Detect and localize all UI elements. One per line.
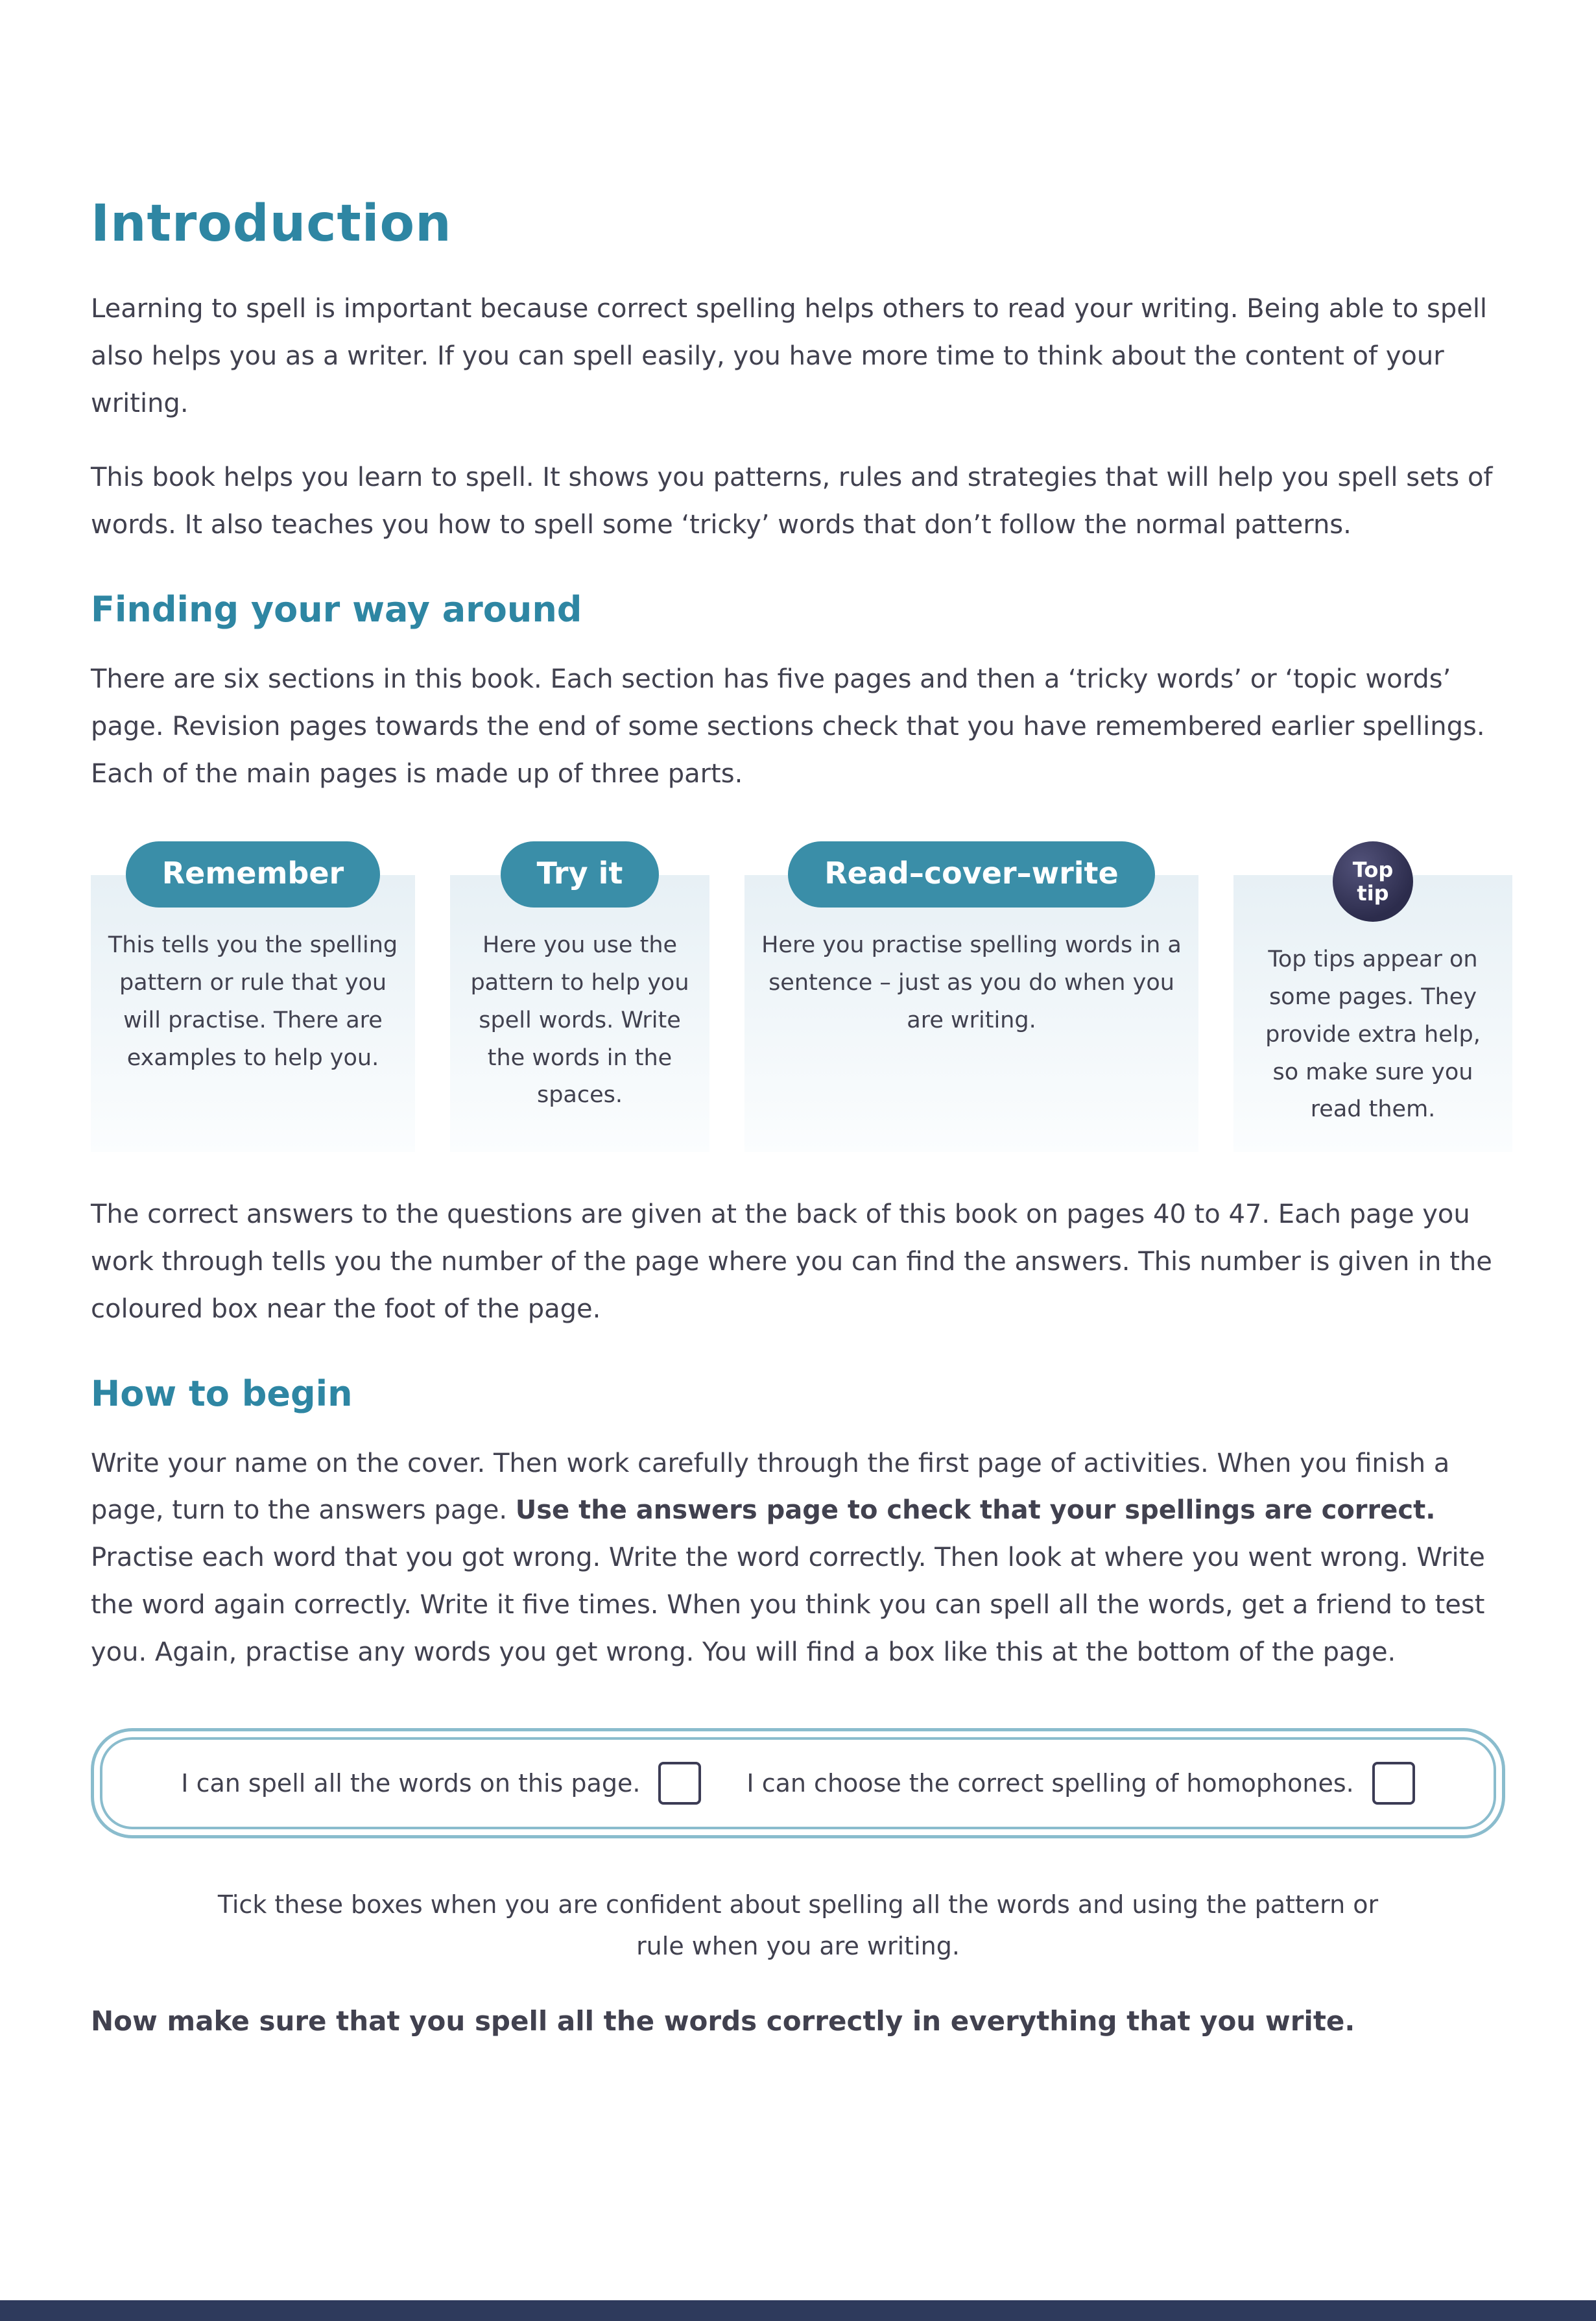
page-title: Introduction [91,195,452,253]
heading-how-to-begin: How to begin [91,1373,353,1414]
try-it-description: Here you use the pattern to help you spell words. Write the words in the spaces. [470,932,689,1109]
final-bold-note: Now make sure that you spell all the words correctly in everything that you write. [91,2004,1355,2037]
self-check-box-inner [100,1737,1496,1829]
feature-top-tip [1233,857,1512,1152]
spell-words-checkbox[interactable] [658,1762,701,1805]
heading-finding-your-way-around: Finding your way around [91,588,582,630]
self-check-box [91,1728,1505,1838]
finding-paragraph: There are six sections in this book. Each section has five pages and then a ‘tricky words’ or ‘topic words’ page. Revision pages towards the end of some sections check that you have remembered earlier spellings. Each of the main pages is made up of three parts. [91,664,1485,789]
how-to-begin-paragraph [91,1440,1505,1676]
feature-columns [91,856,1505,1152]
feature-read-cover-write [744,856,1198,1152]
remember-pill-wrap [108,841,398,908]
how-to-begin-bold-text: Use the answers page to check that your spellings are correct. [515,1495,1436,1526]
feature-remember [91,856,415,1152]
homophones-checkbox[interactable] [1372,1762,1415,1805]
top-tip-badge-icon [1333,841,1413,922]
top-tip-badge-label: Top tip [1352,857,1394,906]
how-to-begin-text-2: Practise each word that you got wrong. Write the word correctly. Then look at where you went wrong. Write the word again correctly. Write it five times. When you think you can spell all the words, get a friend to test you. Again, practise any words you get wrong. You will find a box like this at the bottom of the page. [91,1543,1485,1667]
read-cover-write-pill-wrap [761,841,1182,908]
top-tip-description: Top tips appear on some pages. They provide extra help, so make sure you read them. [1265,946,1481,1123]
try-it-pill-wrap [467,841,693,908]
feature-try-it [450,856,709,1152]
how-to-begin-text-1: Write your name on the cover. Then work carefully through the first page of activities. When you finish a page, turn to the answers page. [91,1448,1450,1526]
intro-paragraph-1: Learning to spell is important because correct spelling helps others to read your writing. Being able to spell also helps you as a writer. If you can spell easily, you have more time to think about the content of your writing. [91,294,1488,418]
check-item-homophones-label: I can choose the correct spelling of homophones. [746,1768,1354,1798]
page-footer-bar [0,2300,1596,2321]
read-cover-write-description: Here you practise spelling words in a sentence – just as you do when you are writing. [761,932,1182,1033]
try-it-badge: Try it [501,841,660,908]
check-item-spell-words-label: I can spell all the words on this page. [181,1768,641,1798]
check-item-spell-words [181,1762,701,1805]
check-item-homophones [746,1762,1414,1805]
tick-boxes-note: Tick these boxes when you are confident about spelling all the words and using the pattern or rule when you are writing. [217,1890,1379,1961]
top-tip-badge-wrap [1250,841,1495,922]
answers-note-paragraph: The correct answers to the questions are given at the back of this book on pages 40 to 47. Each page you work through tells you the number of the page where you can find the answers. This number is given in the coloured box near the foot of the page. [91,1199,1492,1324]
read-cover-write-badge: Read–cover–write [788,841,1154,908]
remember-badge: Remember [126,841,381,908]
intro-paragraph-2: This book helps you learn to spell. It shows you patterns, rules and strategies that will help you spell sets of words. It also teaches you how to spell some ‘tricky’ words that don’t follow the normal patterns. [91,463,1493,540]
remember-description: This tells you the spelling pattern or rule that you will practise. There are examples to help you. [108,932,398,1071]
